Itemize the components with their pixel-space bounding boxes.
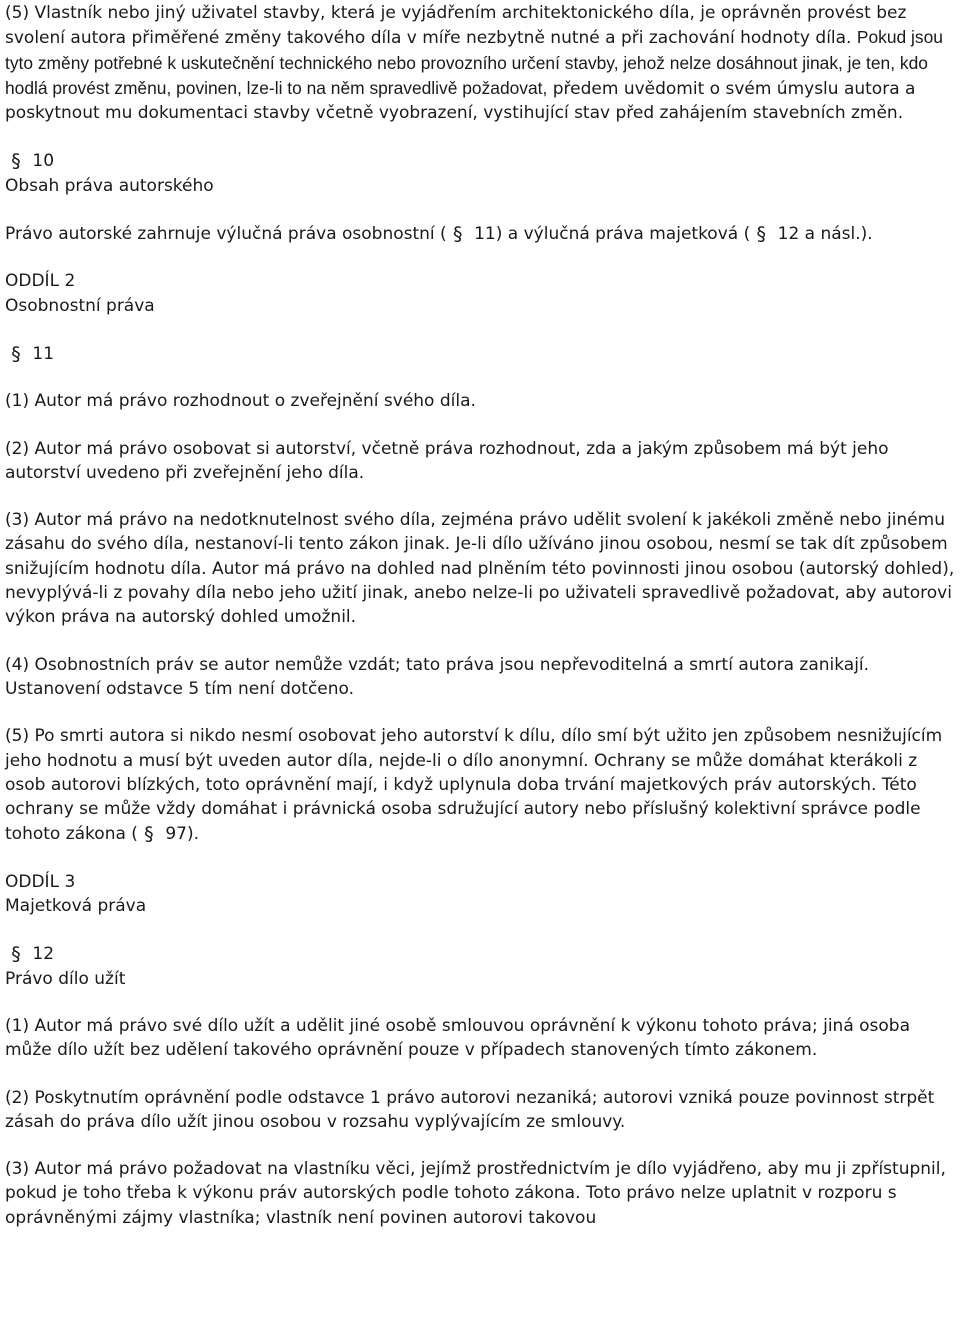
section-sign-icon: § bbox=[452, 223, 463, 246]
section-10-title: Obsah práva autorského bbox=[5, 175, 214, 196]
section-sign-icon: § bbox=[756, 223, 766, 246]
section-11-paragraph-4: (4) Osobnostních práv se autor nemůže vzdát; tato práva jsou nepřevoditelná a smrtí autora zanikají. Ustanovení odstavce 5 tím není dotčeno. bbox=[5, 654, 870, 699]
section-11-number: § 11 bbox=[5, 341, 960, 366]
section-sign-icon: § bbox=[11, 943, 21, 966]
part-3-heading bbox=[5, 870, 960, 919]
section-12-paragraph-3: (3) Autor má právo požadovat na vlastníku věci, jejímž prostřednictvím je dílo vyjádřeno, aby mu ji zpřístupnil, pokud je toho třeba k výkonu práv autorských podle tohoto zákona. Toto právo nelze uplatnit v rozporu s oprávněnými zájmy vlastníka; vlastník není povinen autorovi takovou bbox=[5, 1159, 946, 1228]
section-10-heading bbox=[5, 148, 960, 198]
section-12-paragraph-1: (1) Autor má právo své dílo užít a udělit jiné osobě smlouvou oprávnění k výkonu tohoto práva; jiná osoba může dílo užít bez udělení takového oprávnění pouze v případech stanovených tímto zákonem. bbox=[5, 1015, 911, 1061]
section-12-paragraph-2: (2) Poskytnutím oprávnění podle odstavce 1 právo autorovi nezaniká; autorovi vzniká pouze povinnost strpět zásah do práva dílo užít jinou osobou v rozsahu vyplývajícím ze smlouvy. bbox=[5, 1087, 935, 1132]
section-11-paragraph-5: (5) Po smrti autora si nikdo nesmí osobovat jeho autorství k dílu, dílo smí být užito jen způsobem nesnižujícím jeho hodnotu a musí být uveden autor díla, nejde-li o dílo anonymní. Ochrany se může domáhat kterákoli z osob autorovi blízkých, toto oprávnění mají, i když uplynula doba trvání majetkových práv autorských. Této ochrany se může vždy domáhat i právnická osoba sdružující autory nebo příslušný kolektivní správce podle tohoto zákona ( § 97). bbox=[5, 726, 943, 846]
section-sign-icon: § bbox=[144, 823, 154, 846]
section-sign-icon: § bbox=[11, 150, 21, 173]
part-2-heading bbox=[5, 269, 960, 318]
section-11-paragraph-2: (2) Autor má právo osobovat si autorství, včetně práva rozhodnout, zda a jakým způsobem má být jeho autorství uvedeno při zveřejnění jeho díla. bbox=[5, 438, 889, 483]
section-10-number: § 10 bbox=[5, 148, 960, 173]
section-11-paragraph-3: (3) Autor má právo na nedotknutelnost svého díla, zejména právo udělit svolení k jakékoli změně nebo jinému zásahu do svého díla, nestanoví-li tento zákon jinak. Je-li dílo užíváno jinou osobou, nesmí se tak dít způsobem snižujícím hodnotu díla. Autor má právo na dohled nad plněním této povinnosti jinou osobou (autorský dohled), nevyplývá-li z povahy díla nebo jeho užití jinak, anebo nelze-li po uživateli spravedlivě požadovat, aby autorovi výkon práva na autorský dohled umožnil. bbox=[5, 510, 955, 628]
part-2-title: Osobnostní práva bbox=[5, 295, 155, 316]
document-body bbox=[5, 0, 960, 1230]
section-12-title: Právo dílo užít bbox=[5, 968, 126, 989]
paragraph-5-part-c: předem uvědomit o svém úmyslu autora a poskytnout mu dokumentaci stavby včetně vyobrazení, vystihující stav před zahájením stavebních změn. bbox=[5, 78, 916, 124]
paragraph-5-part-a: (5) Vlastník nebo jiný uživatel stavby, která je vyjádřením architektonického díla, je oprávněn provést bez svolení autora přiměřené změny takového díla v míře nezbytně nutné a při zachování hodnoty díla. bbox=[5, 3, 907, 49]
section-10-text: Právo autorské zahrnuje výlučná práva osobnostní ( § 11) a výlučná práva majetková ( § 12 a násl.). bbox=[5, 223, 873, 246]
part-3-title: Majetková práva bbox=[5, 896, 147, 917]
paragraph-5-intro bbox=[5, 1, 960, 125]
section-12-number: § 12 bbox=[5, 941, 960, 966]
paragraph-5-part-b: Pokud jsou tyto změny potřebné k uskutečnění technického nebo provozního určení stavby, jehož nelze dosáhnout jinak, je ten, kdo hodlá provést změnu, povinen, lze-li to na něm spravedlivě požadovat, bbox=[5, 27, 943, 98]
section-11-paragraph-1: (1) Autor má právo rozhodnout o zveřejnění svého díla. bbox=[5, 391, 476, 412]
section-sign-icon: § bbox=[11, 342, 21, 365]
section-11-heading bbox=[5, 341, 960, 366]
part-2-label: ODDÍL 2 bbox=[5, 271, 76, 292]
section-12-heading bbox=[5, 941, 960, 991]
part-3-label: ODDÍL 3 bbox=[5, 871, 76, 892]
